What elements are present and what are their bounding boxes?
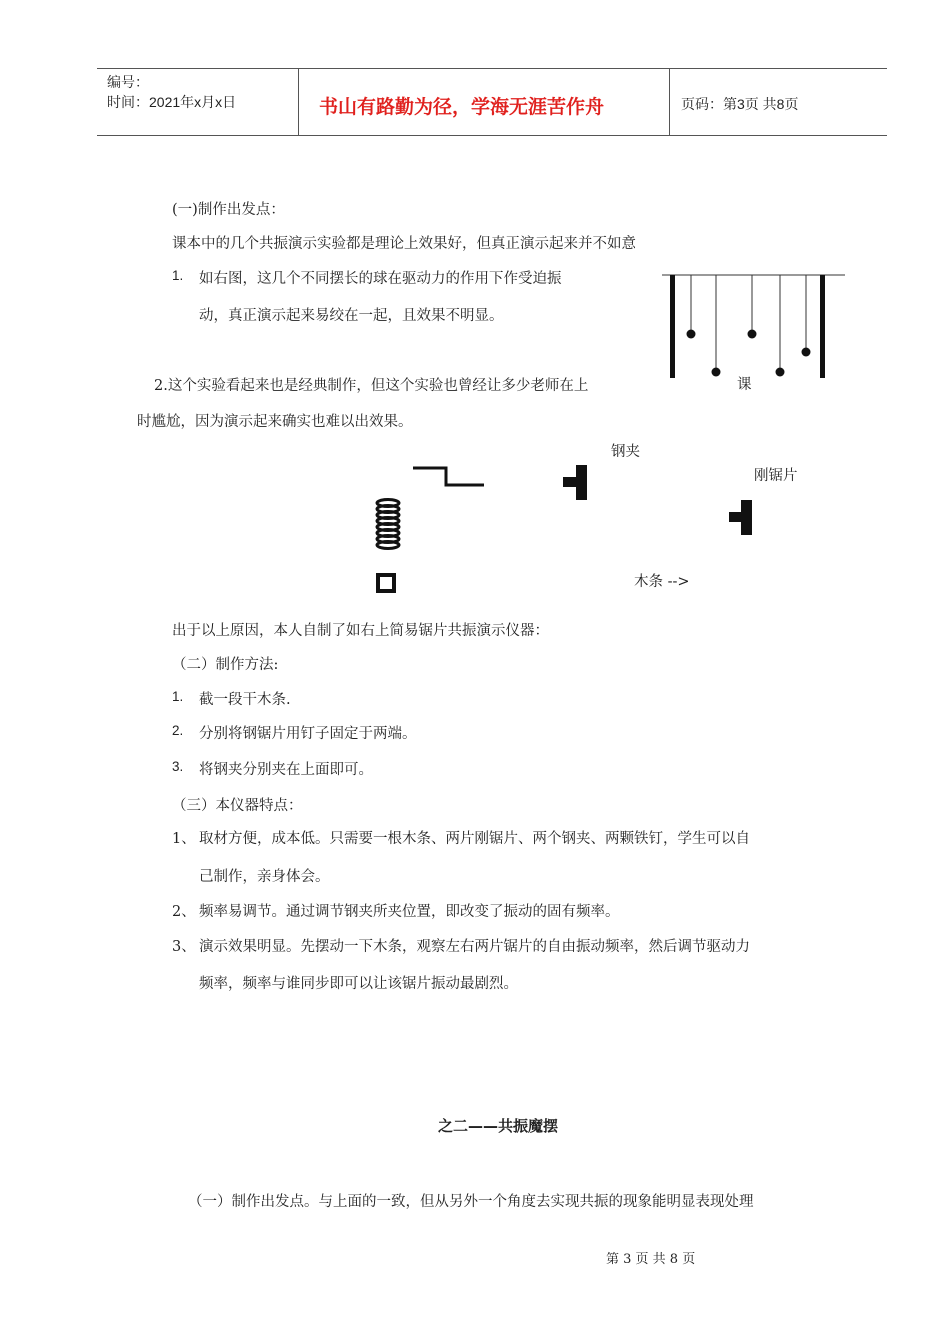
pendulum-ball-3 xyxy=(748,330,757,339)
feature-3-line2: 频率，频率与谁同步即可以让该锯片振动最剧烈。 xyxy=(199,976,518,992)
header-divider-left xyxy=(298,68,299,136)
spring-icon xyxy=(377,500,399,549)
section1-item1-number: 1. xyxy=(172,268,184,283)
section3-heading: （三）本仪器特点： xyxy=(172,798,303,814)
pendulum-ball-5 xyxy=(802,348,811,357)
part2-first-line: （一）制作出发点。与上面的一致，但从另外一个角度去实现共振的现象能明显表现处理 xyxy=(188,1194,754,1210)
step-1-number: 1. xyxy=(172,689,184,704)
step-line xyxy=(413,468,484,485)
header-motto: 书山有路勤为径，学海无涯苦作舟 xyxy=(319,96,605,118)
section1-item1-line1: 如右图，这几个不同摆长的球在驱动力的作用下作受迫振 xyxy=(199,271,562,287)
feature-1-line1: 取材方便，成本低。只需要一根木条、两片刚锯片、两个钢夹、两颗铁钉，学生可以自 xyxy=(199,831,750,847)
feature-1-number: 1、 xyxy=(172,831,196,847)
feature-2-number: 2、 xyxy=(172,904,196,920)
pendulum-left-post xyxy=(670,275,675,378)
label-clamp: 钢夹 xyxy=(611,444,640,460)
apparatus-figure xyxy=(360,455,760,600)
small-square-icon xyxy=(378,575,394,591)
section1-item2-line1: 2.这个实验看起来也是经典制作，但这个实验也曾经让多少老师在上 xyxy=(154,378,589,394)
pendulum-figure xyxy=(660,268,850,380)
clamp-icon-left xyxy=(563,465,587,500)
pendulum-right-post xyxy=(820,275,825,378)
section1-heading: (一)制作出发点： xyxy=(172,202,285,218)
step-1-text: 截一段干木条. xyxy=(199,692,291,708)
step-2-number: 2. xyxy=(172,723,184,738)
header-time: 时间：2021年x月x日 xyxy=(107,94,237,110)
footer-page-number: 第 3 页 共 8 页 xyxy=(606,1252,696,1267)
section1-item2-line2: 时尴尬，因为演示起来确实也难以出效果。 xyxy=(137,414,413,430)
part2-title: 之二——共振魔摆 xyxy=(438,1117,559,1135)
pendulum-ball-4 xyxy=(776,368,785,377)
step-3-number: 3. xyxy=(172,759,184,774)
section1-intro: 课本中的几个共振演示实验都是理论上效果好，但真正演示起来并不如意 xyxy=(172,236,636,252)
clamp-icon-right xyxy=(729,500,752,535)
feature-1-line2: 己制作，亲身体会。 xyxy=(199,869,330,885)
header-page-info: 页码：第3页 共8页 xyxy=(681,96,799,112)
feature-2-line1: 频率易调节。通过调节钢夹所夹位置，即改变了振动的固有频率。 xyxy=(199,904,620,920)
step-2-text: 分别将钢锯片用钉子固定于两端。 xyxy=(199,726,417,742)
section1-conclusion: 出于以上原因，本人自制了如右上简易锯片共振演示仪器： xyxy=(172,623,549,639)
section1-item1-line2: 动，真正演示起来易绞在一起，且效果不明显。 xyxy=(199,308,504,324)
header-number: 编号： xyxy=(107,74,149,90)
header-divider-right xyxy=(669,68,670,136)
header-top-rule xyxy=(97,68,887,69)
feature-3-number: 3、 xyxy=(172,939,196,955)
label-wood-strip: 木条 --> xyxy=(634,574,690,590)
section2-heading: （二）制作方法: xyxy=(172,657,279,673)
header-bottom-rule xyxy=(97,135,887,136)
step-3-text: 将钢夹分别夹在上面即可。 xyxy=(199,762,373,778)
figure-label-ke: 课 xyxy=(737,377,752,393)
feature-3-line1: 演示效果明显。先摆动一下木条，观察左右两片锯片的自由振动频率，然后调节驱动力 xyxy=(199,939,750,955)
pendulum-ball-2 xyxy=(712,368,721,377)
pendulum-ball-1 xyxy=(687,330,696,339)
label-saw-blade: 刚锯片 xyxy=(754,468,798,484)
